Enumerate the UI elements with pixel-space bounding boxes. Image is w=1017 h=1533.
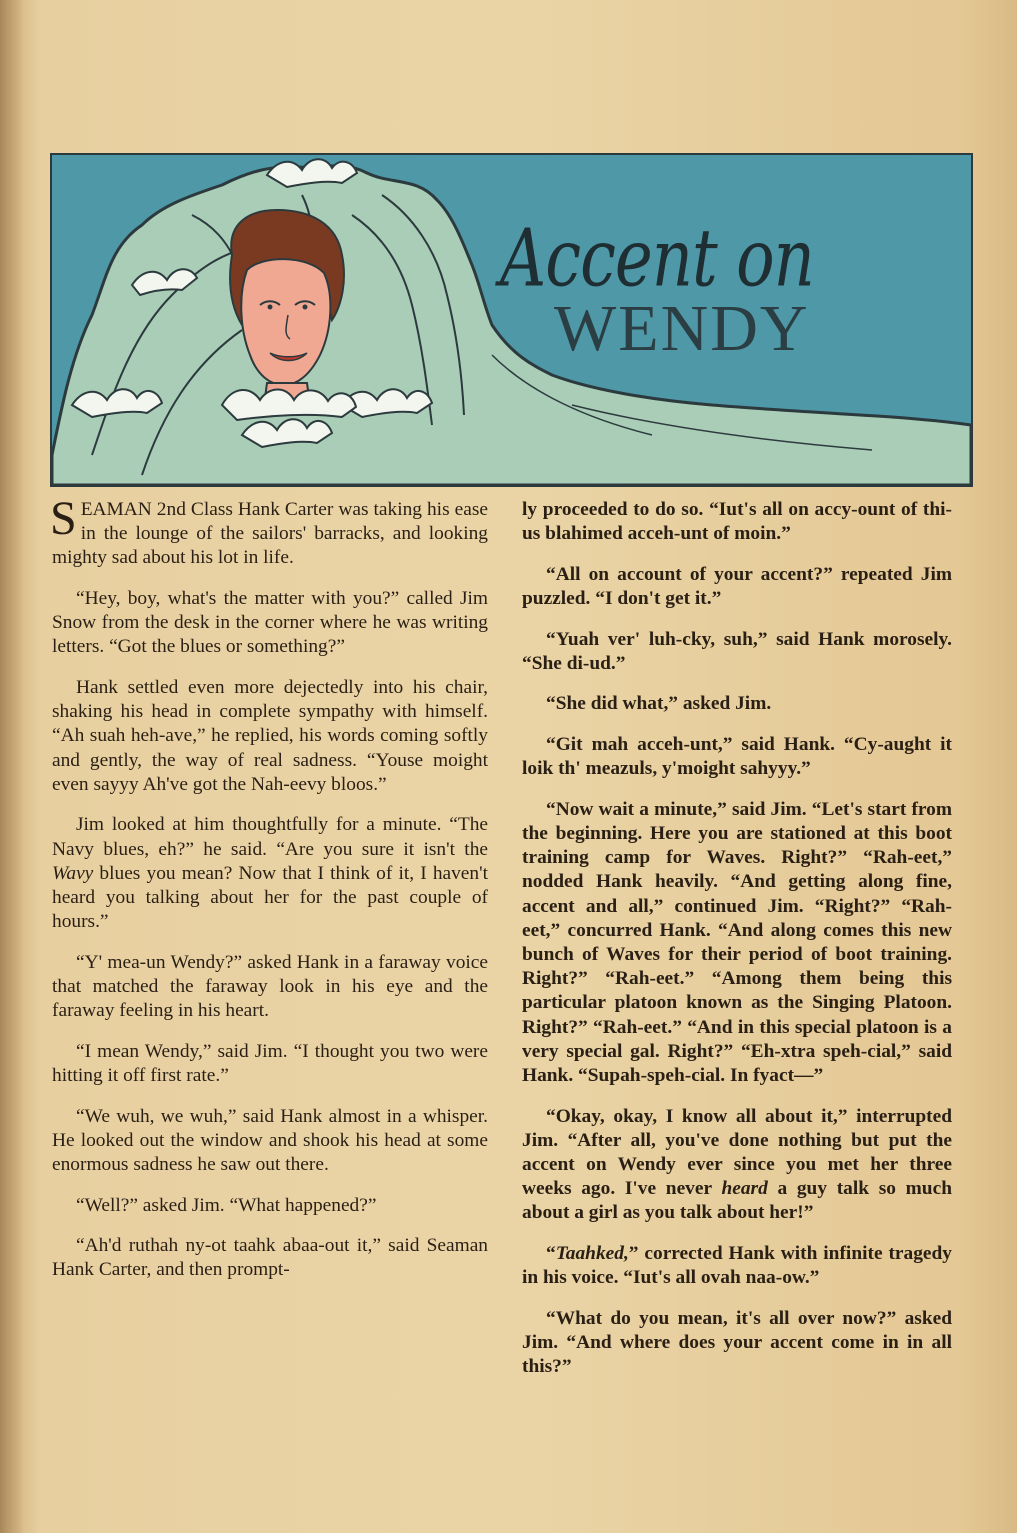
story-paragraph: “What do you mean, it's all over now?” asked Jim. “And where does your accent come in in all this?” bbox=[522, 1307, 952, 1378]
drop-cap: S bbox=[50, 492, 77, 545]
story-column-left bbox=[50, 492, 488, 1299]
story-paragraph: “All on account of your accent?” repeated Jim puzzled. “I don't get it.” bbox=[522, 563, 952, 609]
story-paragraph: “Taahked,” corrected Hank with infinite tragedy in his voice. “Iut's all ovah naa-ow.” bbox=[522, 1243, 952, 1289]
story-paragraph: “Okay, okay, I know all about it,” interrupted Jim. “After all, you've done nothing but put the accent on Wendy ever since you met her three weeks ago. I've never heard a guy talk so much about a girl as you talk about her!” bbox=[522, 1105, 952, 1224]
story-paragraph: SEAMAN 2nd Class Hank Carter was taking his ease in the lounge of the sailors' barracks, and looking mighty sad about his lot in life. bbox=[50, 492, 488, 569]
title-banner bbox=[50, 153, 973, 487]
story-column-right bbox=[522, 498, 952, 1396]
story-paragraph: ly proceeded to do so. “Iut's all on accy-ount of thi-us blahimed acceh-unt of moin.” bbox=[522, 499, 952, 545]
story-paragraph: “Yuah ver' luh-cky, suh,” said Hank morosely. “She di-ud.” bbox=[522, 628, 952, 674]
story-paragraph: Hank settled even more dejectedly into his chair, shaking his head in complete sympathy with himself. “Ah suah heh-ave,” he replied, his words coming softly and gently, the way of real sadness. “Youse moight even sayyy Ah've got the Nah-eevy bloos.” bbox=[52, 677, 488, 795]
story-paragraph: “She did what,” asked Jim. bbox=[546, 693, 772, 715]
story-paragraph: “We wuh, we wuh,” said Hank almost in a whisper. He looked out the window and shook his head at some enormous sadness he saw out there. bbox=[52, 1105, 488, 1176]
story-paragraph: “Y' mea-un Wendy?” asked Hank in a faraway voice that matched the faraway look in his eye and the faraway feeling in his heart. bbox=[52, 951, 488, 1022]
title-accent-on: Accent on bbox=[500, 213, 814, 306]
story-paragraph: “Ah'd ruthah ny-ot taahk abaa-out it,” said Seaman Hank Carter, and then prompt- bbox=[52, 1235, 488, 1281]
story-paragraph: “Now wait a minute,” said Jim. “Let's start from the beginning. Here you are stationed at this boot training camp for Waves. Right?” “Rah-eet,” nodded Hank heavily. “And getting along fine, accent and all,” continued Jim. “Right?” “Rah-eet,” concurred Hank. “And along comes this new bunch of Waves for their period of boot training. Right?” “Rah-eet.” “Among them being this particular platoon known as the Singing Platoon. Right?” “Rah-eet.” “And in this special platoon is a very special gal. Right?” “Eh-xtra speh-cial,” said Hank. “Supah-speh-cial. In fyact—” bbox=[522, 798, 952, 1087]
story-paragraph: Jim looked at him thoughtfully for a minute. “The Navy blues, eh?” he said. “Are you sure it isn't the Wavy blues you mean? Now that I think of it, I haven't heard you talking about her for the past couple of hours.” bbox=[52, 814, 488, 933]
page-gutter bbox=[0, 0, 24, 1533]
story-paragraph: “Hey, boy, what's the matter with you?” called Jim Snow from the desk in the corner where he was writing letters. “Got the blues or something?” bbox=[52, 588, 488, 658]
story-paragraph: “I mean Wendy,” said Jim. “I thought you two were hitting it off first rate.” bbox=[52, 1040, 488, 1087]
story-paragraph: “Well?” asked Jim. “What happened?” bbox=[76, 1194, 377, 1216]
story-paragraph: “Git mah acceh-unt,” said Hank. “Cy-aught it loik th' meazuls, y'moight sahyyy.” bbox=[522, 733, 952, 780]
title-wendy: WENDY bbox=[554, 292, 810, 365]
